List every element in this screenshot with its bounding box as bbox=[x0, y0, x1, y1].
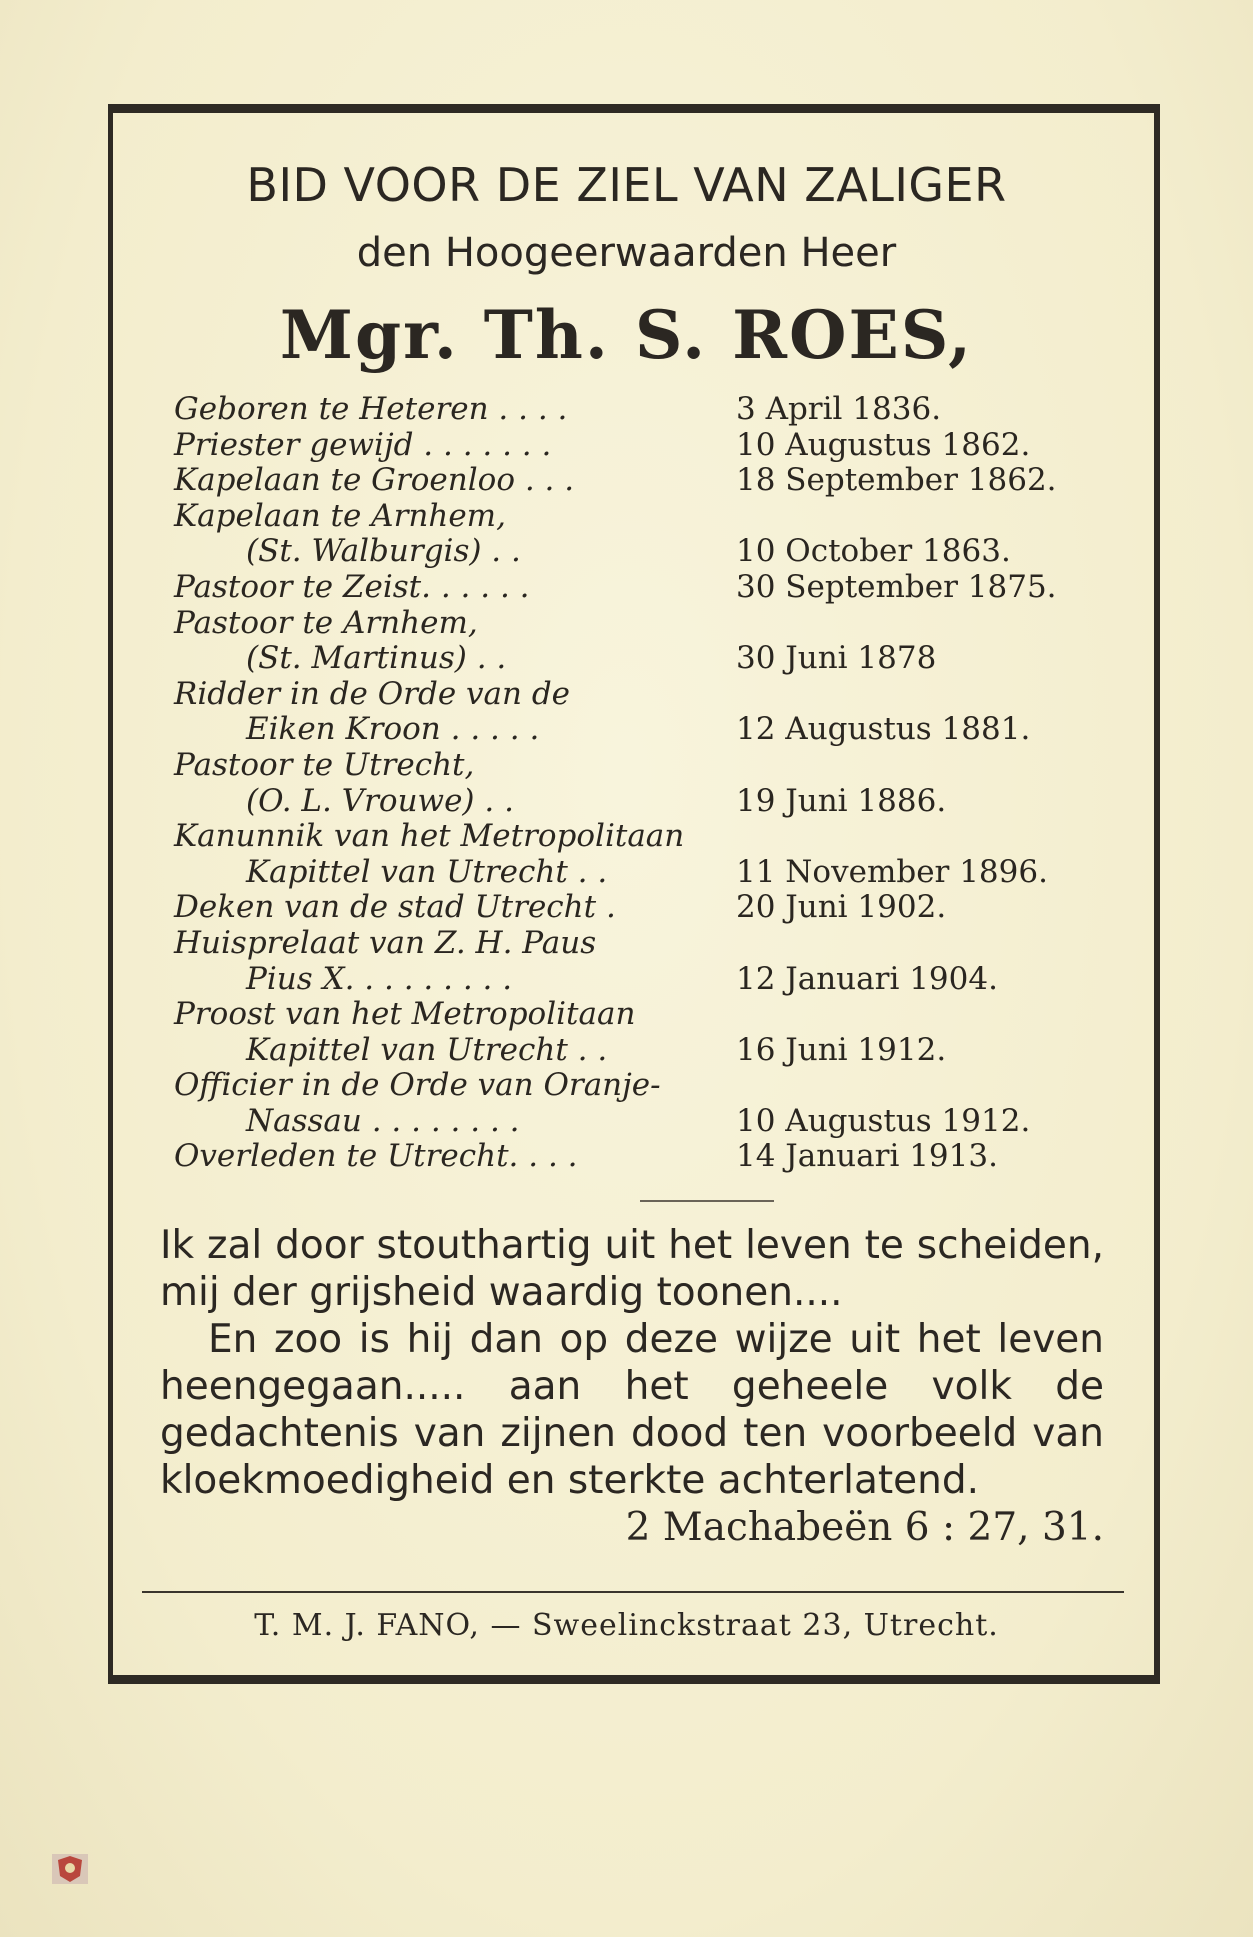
career-label: Kapittel van Utrecht . . bbox=[246, 853, 608, 890]
career-row bbox=[174, 997, 1094, 1033]
career-list bbox=[174, 392, 1094, 1175]
career-row bbox=[174, 463, 1094, 499]
quote-paragraph-2 bbox=[160, 1316, 1104, 1550]
career-row bbox=[174, 890, 1094, 926]
scripture-quote bbox=[160, 1222, 1104, 1551]
career-row bbox=[174, 784, 1094, 820]
career-label: Officier in de Orde van Oranje- bbox=[174, 1067, 661, 1104]
career-date: 12 Augustus 1881. bbox=[736, 711, 1031, 748]
career-date: 10 Augustus 1862. bbox=[736, 426, 1031, 463]
coat-of-arms-stamp-icon bbox=[50, 1848, 90, 1888]
career-row bbox=[174, 641, 1094, 677]
career-label: Proost van het Metropolitaan bbox=[174, 996, 636, 1033]
career-date: 30 Juni 1878 bbox=[736, 640, 937, 677]
career-label: Priester gewijd . . . . . . . bbox=[174, 426, 552, 463]
career-row bbox=[174, 819, 1094, 855]
printer-imprint: T. M. J. FANO, — Sweelinckstraat 23, Utrecht. bbox=[254, 1608, 999, 1643]
career-date: 18 September 1862. bbox=[736, 462, 1057, 499]
career-row bbox=[174, 677, 1094, 713]
career-label: (O. L. Vrouwe) . . bbox=[246, 782, 514, 819]
career-date: 14 Januari 1913. bbox=[736, 1138, 998, 1175]
career-label: (St. Martinus) . . bbox=[246, 640, 507, 677]
short-divider bbox=[640, 1200, 774, 1202]
career-label: Kanunnik van het Metropolitaan bbox=[174, 818, 685, 855]
career-label: Eiken Kroon . . . . . bbox=[246, 711, 540, 748]
career-row bbox=[174, 1033, 1094, 1069]
career-row bbox=[174, 1104, 1094, 1140]
career-label: Nassau . . . . . . . . bbox=[246, 1102, 520, 1139]
quote-paragraph-1: Ik zal door stouthartig uit het leven te scheiden, mij der grijsheid waardig toonen.... bbox=[160, 1223, 1104, 1315]
career-date: 16 Juni 1912. bbox=[736, 1031, 947, 1068]
scripture-citation: 2 Machabeën 6 : 27, 31. bbox=[625, 1505, 1104, 1550]
career-row bbox=[174, 748, 1094, 784]
honorific: den Hoogeerwaarden Heer bbox=[356, 230, 897, 276]
long-divider bbox=[142, 1591, 1124, 1593]
career-label: Pastoor te Zeist. . . . . . bbox=[174, 568, 530, 605]
career-label: Overleden te Utrecht. . . . bbox=[174, 1138, 578, 1175]
career-label: (St. Walburgis) . . bbox=[246, 533, 521, 570]
career-date: 30 September 1875. bbox=[736, 568, 1057, 605]
career-date: 10 Augustus 1912. bbox=[736, 1102, 1031, 1139]
career-label: Geboren te Heteren . . . . bbox=[174, 391, 568, 427]
career-row bbox=[174, 962, 1094, 998]
career-row bbox=[174, 534, 1094, 570]
career-date: 11 November 1896. bbox=[736, 853, 1048, 890]
career-label: Kapelaan te Groenloo . . . bbox=[174, 462, 575, 499]
career-row bbox=[174, 392, 1094, 428]
career-row bbox=[174, 855, 1094, 891]
career-date: 12 Januari 1904. bbox=[736, 960, 998, 997]
career-label: Deken van de stad Utrecht . bbox=[174, 889, 616, 926]
career-label: Pius X. . . . . . . . . bbox=[246, 960, 513, 997]
career-label: Kapelaan te Arnhem, bbox=[174, 497, 506, 534]
career-date: 3 April 1836. bbox=[736, 391, 942, 427]
career-row bbox=[174, 712, 1094, 748]
career-row bbox=[174, 570, 1094, 606]
deceased-name: Mgr. Th. S. ROES, bbox=[279, 296, 974, 374]
career-row bbox=[174, 1139, 1094, 1175]
career-label: Pastoor te Arnhem, bbox=[174, 604, 478, 641]
career-date: 10 October 1863. bbox=[736, 533, 1011, 570]
career-row bbox=[174, 428, 1094, 464]
career-row bbox=[174, 499, 1094, 535]
career-date: 20 Juni 1902. bbox=[736, 889, 947, 926]
career-label: Pastoor te Utrecht, bbox=[174, 746, 475, 783]
career-label: Kapittel van Utrecht . . bbox=[246, 1031, 608, 1068]
career-row bbox=[174, 606, 1094, 642]
prayer-heading: BID VOOR DE ZIEL VAN ZALIGER bbox=[246, 158, 1007, 212]
career-date: 19 Juni 1886. bbox=[736, 782, 947, 819]
career-label: Ridder in de Orde van de bbox=[174, 675, 571, 712]
career-row bbox=[174, 1068, 1094, 1104]
career-label: Huisprelaat van Z. H. Paus bbox=[174, 924, 597, 961]
quote-paragraph-2-text: En zoo is hij dan op deze wijze uit het leven heengegaan..... aan het geheele volk de gedachtenis van zijnen dood ten voorbeeld van kloekmoedigheid en sterkte achterlatend. bbox=[160, 1317, 1104, 1503]
career-row bbox=[174, 926, 1094, 962]
